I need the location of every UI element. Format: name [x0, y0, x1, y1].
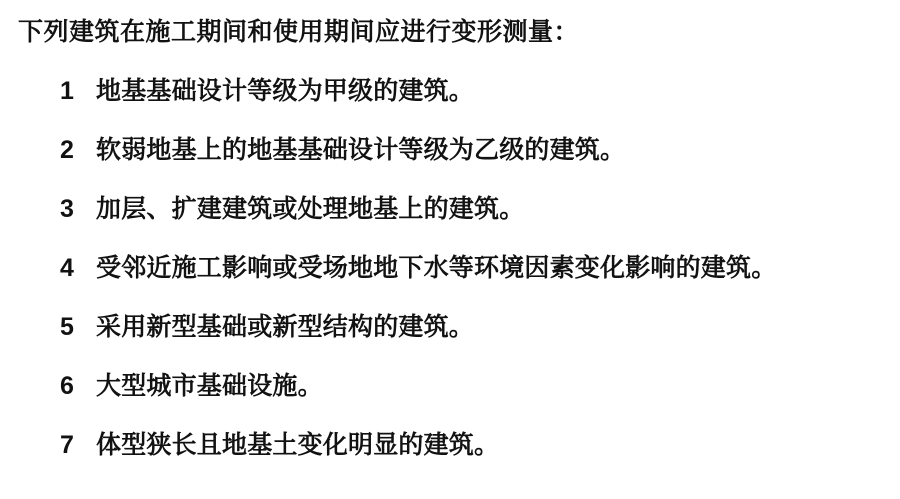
- list-item: [60, 430, 900, 460]
- item-number: 1: [60, 77, 74, 105]
- item-text: 软弱地基上的地基基础设计等级为乙级的建筑。: [96, 136, 626, 164]
- list-item: [60, 135, 900, 165]
- list-item: [60, 76, 900, 106]
- list-item: [60, 253, 900, 283]
- item-number: 5: [60, 313, 74, 341]
- document-page: [0, 17, 900, 499]
- document-title: 下列建筑在施工期间和使用期间应进行变形测量：: [18, 18, 580, 46]
- item-text: 采用新型基础或新型结构的建筑。: [96, 313, 475, 341]
- item-number: 3: [60, 195, 74, 223]
- item-number: 2: [60, 136, 74, 164]
- item-text: 加层、扩建建筑或处理地基上的建筑。: [96, 195, 525, 223]
- list-item: [60, 371, 900, 401]
- item-text: 地基基础设计等级为甲级的建筑。: [96, 77, 475, 105]
- list-item: [60, 312, 900, 342]
- item-number: 4: [60, 254, 74, 282]
- list-item: [60, 194, 900, 224]
- item-text: 受邻近施工影响或受场地地下水等环境因素变化影响的建筑。: [96, 254, 777, 282]
- item-number: 6: [60, 372, 74, 400]
- item-text: 大型城市基础设施。: [96, 372, 323, 400]
- item-text: 体型狭长且地基土变化明显的建筑。: [96, 431, 500, 459]
- item-number: 7: [60, 431, 74, 459]
- requirements-list: [60, 76, 900, 460]
